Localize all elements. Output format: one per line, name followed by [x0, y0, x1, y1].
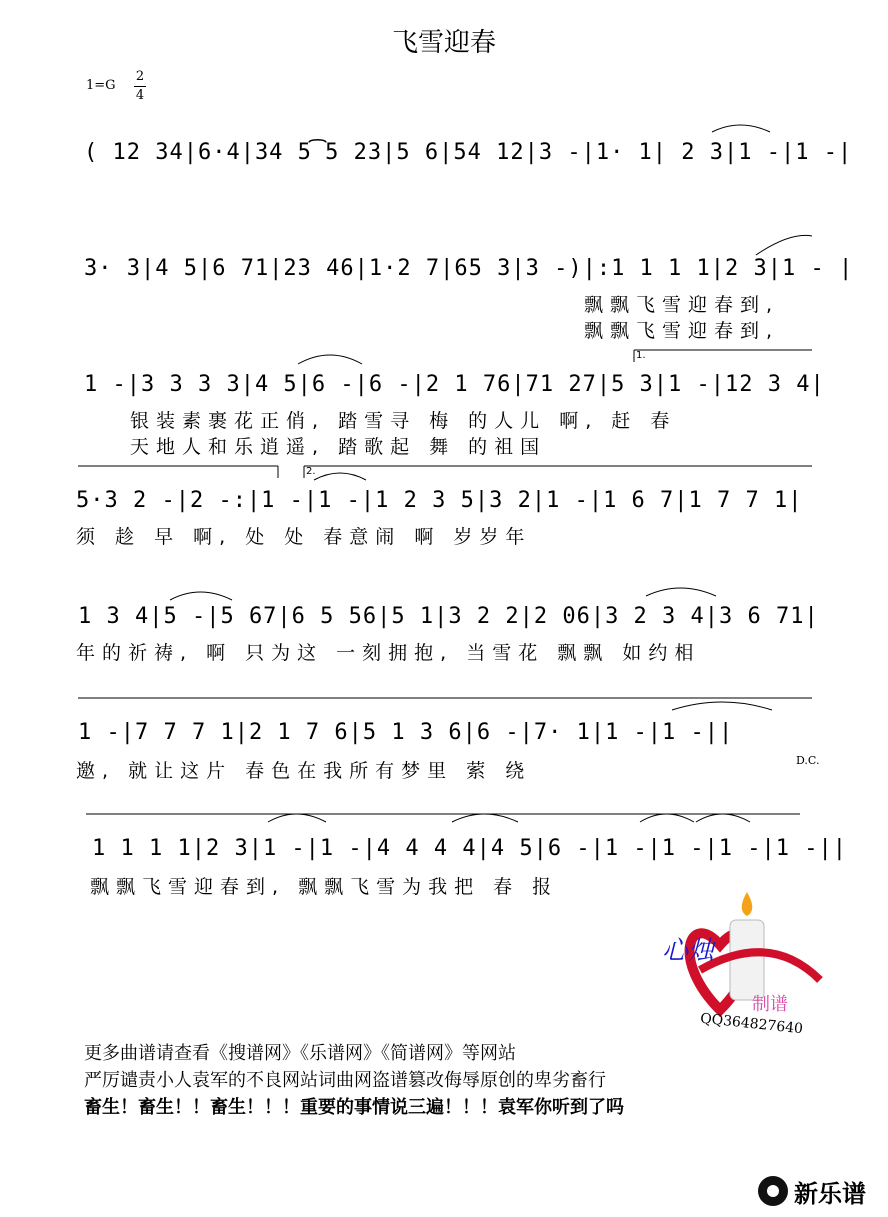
site-logo — [758, 1174, 866, 1208]
notes-line-3: 畜生！畜生！！畜生！！！重要的事情说三遍！！！袁军你听到了吗 — [84, 1097, 624, 1118]
key-signature: 1=G — [86, 78, 116, 93]
lyric-line-3b: 天地人和乐逍遥, 踏歌起 舞 的祖国 — [130, 436, 547, 458]
lyric-line-6: 邀, 就让这片 春色在我所有梦里 萦 绕 — [76, 760, 532, 782]
signature-text: 心烛 — [662, 936, 715, 966]
volta-2-label: 2. — [306, 466, 316, 477]
page-title: 飞雪迎春 — [391, 28, 496, 58]
music-line-3: 1 -|3 3 3 3|4 5|6 -|6 -|2 1 76|71 27|5 3|1 -|12 3 4| — [84, 372, 825, 397]
lyric-line-4: 须 趁 早 啊, 处 处 春意闹 啊 岁岁年 — [76, 526, 532, 548]
music-line-6: 1 -|7 7 7 1|2 1 7 6|5 1 3 6|6 -|7· 1|1 -|1 -|| — [78, 720, 734, 745]
notes-line-1: 更多曲谱请查看《搜谱网》《乐谱网》《简谱网》等网站 — [84, 1043, 516, 1064]
music-line-1: ( 12 34|6·4|34 5͡5 23|5 6|54 12|3 -|1· 1| 2 3|1 -|1 -| — [84, 140, 853, 165]
volta-1-label: 1. — [636, 350, 646, 361]
meter-bottom: 4 — [135, 88, 145, 103]
footer-notes — [84, 1040, 624, 1121]
lyric-line-7: 飘飘飞雪迎春到, 飘飘飞雪为我把 春 报 — [90, 876, 559, 898]
music-line-4: 5·3 2 -|2 -:|1 -|1 -|1 2 3 5|3 2|1 -|1 6 7|1 7 7 1| — [76, 488, 803, 513]
qq-number: QQ364827640 — [699, 1010, 804, 1038]
notes-line-2: 严厉谴责小人袁军的不良网站词曲网盗谱篡改侮辱原创的卑劣畜行 — [84, 1070, 606, 1091]
meter-top: 2 — [135, 69, 145, 84]
author-seal — [660, 890, 830, 1040]
lyric-line-3a: 银装素裹花正俏, 踏雪寻 梅 的人儿 啊, 赶 春 — [130, 410, 677, 432]
music-line-2: 3· 3|4 5|6 71|23 46|1·2 7|65 3|3 -)|:1 1 1 1|2 3|1 - | — [84, 256, 854, 281]
disc-icon — [758, 1176, 788, 1206]
made-by-text: 制谱 — [752, 994, 788, 1015]
music-line-7: 1 1 1 1|2 3|1 -|1 -|4 4 4 4|4 5|6 -|1 -|1 -|1 -|1 -|| — [92, 836, 847, 861]
logo-text: 新乐谱 — [794, 1179, 866, 1208]
music-line-5: 1 3 4|5 -|5 67|6 5 56|5 1|3 2 2|2 06|3 2 3 4|3 6 71| — [78, 604, 819, 629]
lyric-line-2b: 飘飘飞雪迎春到, — [584, 320, 780, 342]
da-capo-mark: D.C. — [796, 754, 820, 767]
lyric-line-5: 年的祈祷, 啊 只为这 一刻拥抱, 当雪花 飘飘 如约相 — [76, 642, 701, 664]
lyric-line-2a: 飘飘飞雪迎春到, — [584, 294, 780, 316]
